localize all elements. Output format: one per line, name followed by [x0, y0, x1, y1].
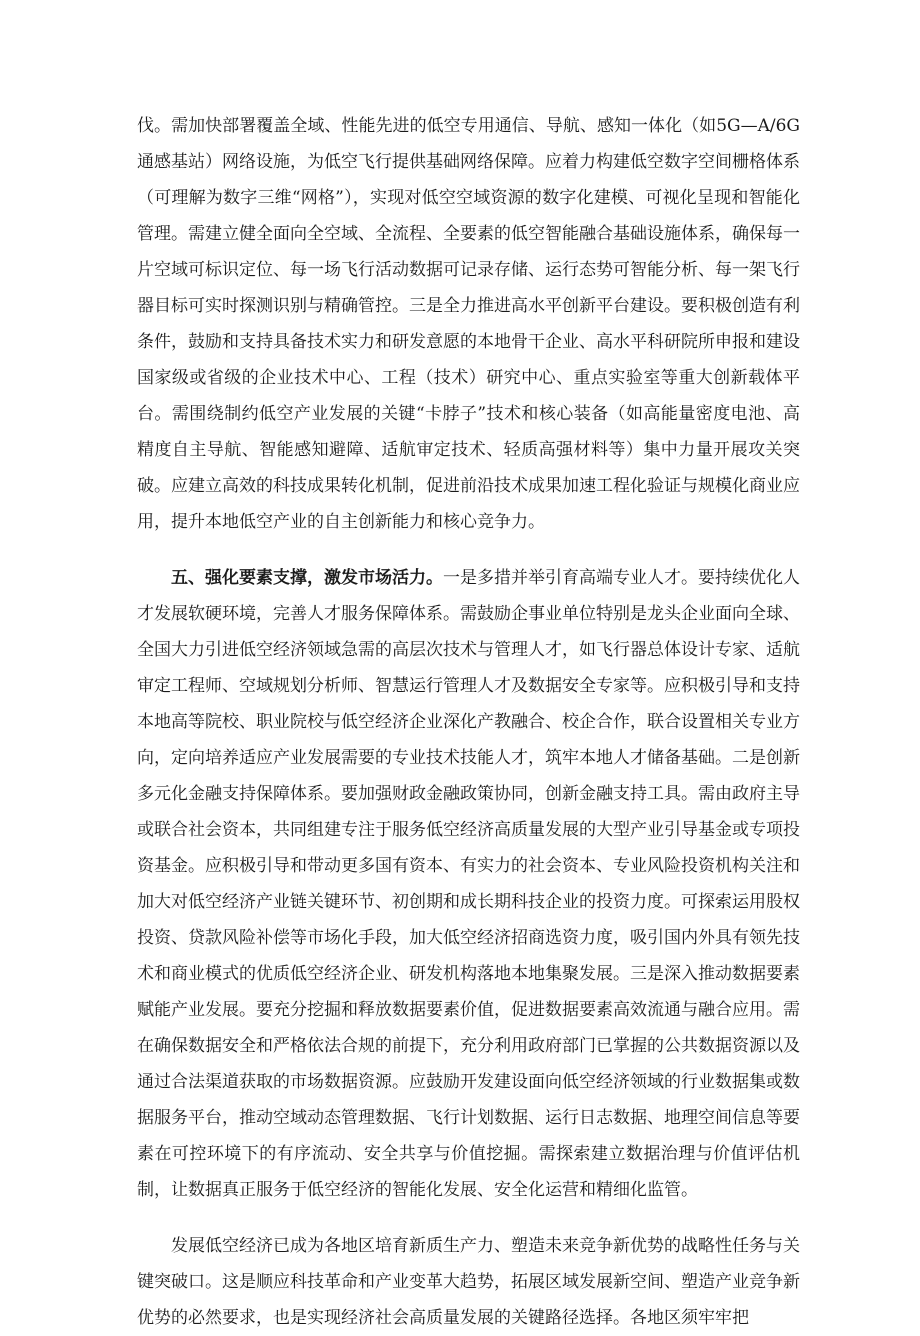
paragraph-2-text: 一是多措并举引育高端专业人才。要持续优化人才发展软硬环境，完善人才服务保障体系。需鼓励企事业单位特别是龙头企业面向全球、全国大力引进低空经济领域急需的高层次技术与管理人才，如飞行器总体设计专家、适航审定工程师、空域规划分析师、智慧运行管理人才及数据安全专家等。应积极引导和支持本地高等院校、职业院校与低空经济企业深化产教融合、校企合作，联合设置相关专业方向，定向培养适应产业发展需要的专业技术技能人才，筑牢本地人才储备基础。二是创新多元化金融支持保障体系。要加强财政金融政策协同，创新金融支持工具。需由政府主导或联合社会资本，共同组建专注于服务低空经济高质量发展的大型产业引导基金或专项投资基金。应积极引导和带动更多国有资本、有实力的社会资本、专业风险投资机构关注和加大对低空经济产业链关键环节、初创期和成长期科技企业的投资力度。可探索运用股权投资、贷款风险补偿等市场化手段，加大低空经济招商选资力度，吸引国内外具有领先技术和商业模式的优质低空经济企业、研发机构落地本地集聚发展。三是深入推动数据要素赋能产业发展。要充分挖掘和释放数据要素价值，促进数据要素高效流通与融合应用。需在确保数据安全和严格依法合规的前提下，充分利用政府部门已掌握的公共数据资源以及通过合法渠道获取的市场数据资源。应鼓励开发建设面向低空经济领域的行业数据集或数据服务平台，推动空域动态管理数据、飞行计划数据、运行日志数据、地理空间信息等要素在可控环境下的有序流动、安全共享与价值挖掘。需探索建立数据治理与价值评估机制，让数据真正服务于低空经济的智能化发展、安全化运营和精细化监管。: [137, 568, 800, 1200]
paragraph-1-text: 伐。需加快部署覆盖全域、性能先进的低空专用通信、导航、感知一体化（如5G—A/6G通感基站）网络设施，为低空飞行提供基础网络保障。应着力构建低空数字空间栅格体系（可理解为数字三维“网格”），实现对低空空域资源的数字化建模、可视化呈现和智能化管理。需建立健全面向全空域、全流程、全要素的低空智能融合基础设施体系，确保每一片空域可标识定位、每一场飞行活动数据可记录存储、运行态势可智能分析、每一架飞行器目标可实时探测识别与精确管控。三是全力推进高水平创新平台建设。要积极创造有利条件，鼓励和支持具备技术实力和研发意愿的本地骨干企业、高水平科研院所申报和建设国家级或省级的企业技术中心、工程（技术）研究中心、重点实验室等重大创新载体平台。需围绕制约低空产业发展的关键“卡脖子”技术和核心装备（如高能量密度电池、高精度自主导航、智能感知避障、适航审定技术、轻质高强材料等）集中力量开展攻关突破。应建立高效的科技成果转化机制，促进前沿技术成果加速工程化验证与规模化商业应用，提升本地低空产业的自主创新能力和核心竞争力。: [137, 116, 800, 532]
paragraph-1: [137, 108, 800, 540]
paragraph-3-text: 发展低空经济已成为各地区培育新质生产力、塑造未来竞争新优势的战略性任务与关键突破口。这是顺应科技革命和产业变革大趋势，拓展区域发展新空间、塑造产业竞争新优势的必然要求，也是实现经济社会高质量发展的关键路径选择。各地区须牢牢把: [137, 1236, 800, 1328]
paragraph-2-heading: 五、强化要素支撑，激发市场活力。: [171, 568, 443, 588]
paragraph-3: [137, 1228, 800, 1336]
paragraph-2: [137, 560, 800, 1208]
